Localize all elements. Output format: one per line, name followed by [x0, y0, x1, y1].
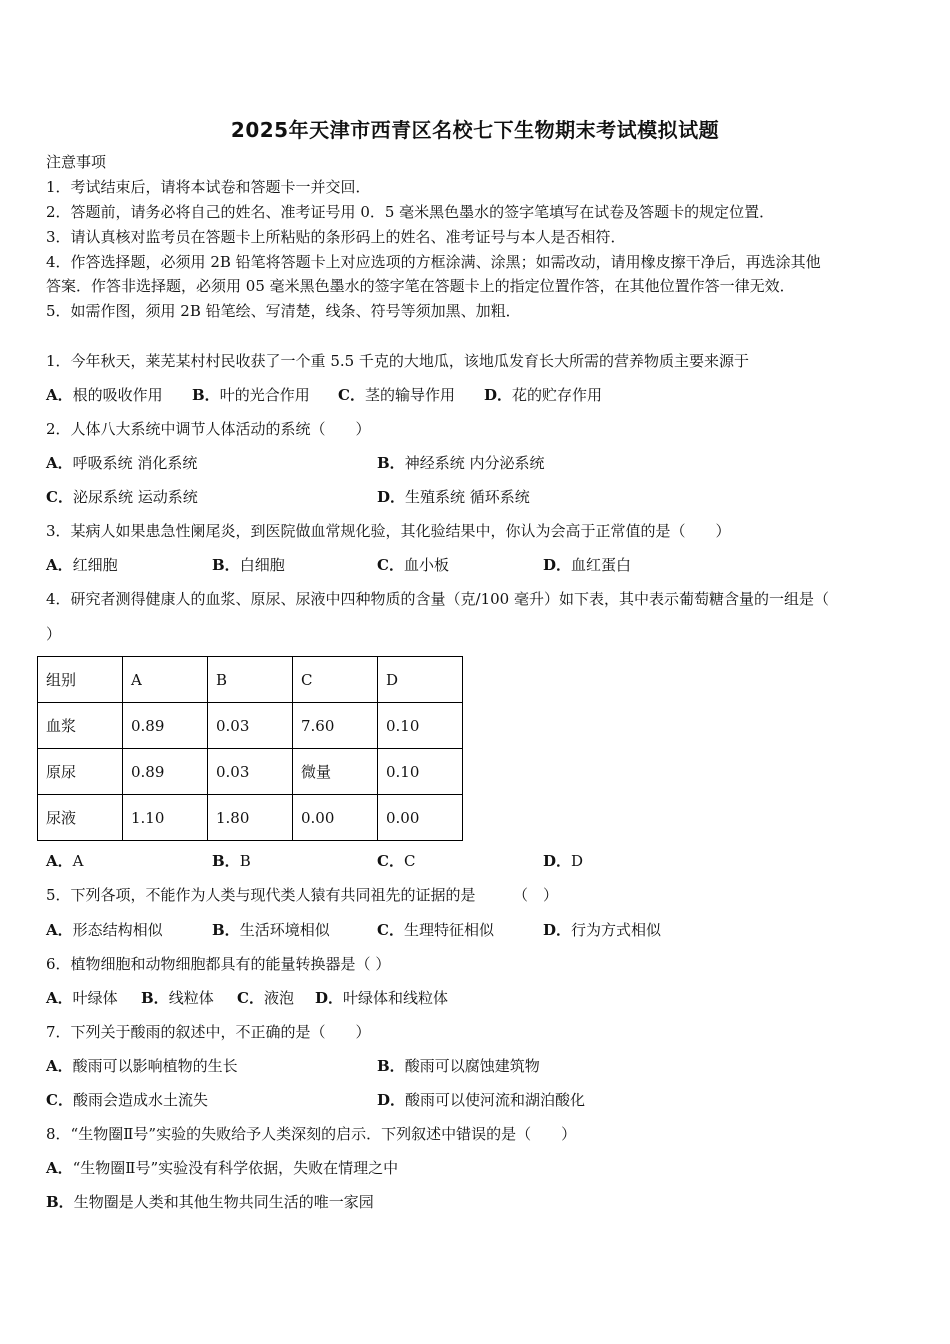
notice-item: 5．如需作图，须用 2B 铅笔绘、写清楚，线条、符号等须加黑、加粗． — [46, 302, 521, 320]
table-cell: 0.10 — [378, 749, 463, 795]
table-cell: 1.80 — [208, 795, 293, 841]
notice-heading: 注意事项 — [46, 153, 107, 171]
option-b: B．线粒体 — [141, 989, 214, 1007]
question-stem: 7．下列关于酸雨的叙述中，不正确的是（ ） — [46, 1023, 371, 1041]
option-a: A．A — [46, 852, 84, 870]
option-c: C．泌尿系统 运动系统 — [46, 488, 198, 506]
table-cell: 尿液 — [38, 795, 123, 841]
notice-item: 答案．作答非选择题，必须用 05 毫米黑色墨水的签字笔在答题卡上的指定位置作答，在其他位置作答一律无效． — [46, 277, 795, 295]
option-d: D．酸雨可以使河流和湖泊酸化 — [377, 1091, 586, 1109]
table-header-row — [38, 657, 463, 703]
table-cell: 组别 — [38, 657, 123, 703]
option-a: A．呼吸系统 消化系统 — [46, 454, 198, 472]
question-stem: 1．今年秋天，莱芜某村村民收获了一个重 5.5 千克的大地瓜，该地瓜发育长大所需的营养物质主要来源于 — [46, 352, 749, 370]
option-a: A．红细胞 — [46, 556, 118, 574]
option-c: C．液泡 — [237, 989, 294, 1007]
option-d: D．D — [543, 852, 584, 870]
table-cell: 7.60 — [293, 703, 378, 749]
table-cell: 0.03 — [208, 749, 293, 795]
table-row — [38, 749, 463, 795]
option-b: B．神经系统 内分泌系统 — [377, 454, 545, 472]
option-c: C．茎的输导作用 — [338, 386, 455, 404]
option-b: B．白细胞 — [212, 556, 285, 574]
option-d: D．叶绿体和线粒体 — [315, 989, 449, 1007]
table-cell: B — [208, 657, 293, 703]
option-a: A．形态结构相似 — [46, 921, 163, 939]
option-b: B．酸雨可以腐蚀建筑物 — [377, 1057, 540, 1075]
table-cell: D — [378, 657, 463, 703]
option-b: B．生活环境相似 — [212, 921, 330, 939]
table-cell: 血浆 — [38, 703, 123, 749]
table-cell: C — [293, 657, 378, 703]
question-stem: 5．下列各项，不能作为人类与现代类人猿有共同祖先的证据的是 （ ） — [46, 886, 559, 904]
question-stem: 8．“生物圈Ⅱ号”实验的失败给予人类深刻的启示．下列叙述中错误的是（ ） — [46, 1125, 577, 1143]
question-stem: 4．研究者测得健康人的血浆、原尿、尿液中四种物质的含量（克/100 毫升）如下表，其中表示葡萄糖含量的一组是（ — [46, 590, 830, 608]
option-c: C．酸雨会造成水土流失 — [46, 1091, 208, 1109]
table-cell: 0.03 — [208, 703, 293, 749]
table-cell: 1.10 — [123, 795, 208, 841]
question-stem: 3．某病人如果患急性阑尾炎，到医院做血常规化验，其化验结果中，你认为会高于正常值的是（ ） — [46, 522, 731, 540]
table-cell: A — [123, 657, 208, 703]
option-a: A．酸雨可以影响植物的生长 — [46, 1057, 238, 1075]
question-stem: 6．植物细胞和动物细胞都具有的能量转换器是（ ） — [46, 955, 391, 973]
option-d: D．血红蛋白 — [543, 556, 632, 574]
notice-item: 3．请认真核对监考员在答题卡上所粘贴的条形码上的姓名、准考证号与本人是否相符． — [46, 228, 626, 246]
table-row — [38, 703, 463, 749]
table-cell: 微量 — [293, 749, 378, 795]
option-b: B．生物圈是人类和其他生物共同生活的唯一家园 — [46, 1193, 374, 1211]
table-cell: 原尿 — [38, 749, 123, 795]
option-b: B．B — [212, 852, 251, 870]
option-c: C．生理特征相似 — [377, 921, 494, 939]
data-table — [37, 656, 463, 841]
option-d: D．花的贮存作用 — [484, 386, 603, 404]
question-stem: 2．人体八大系统中调节人体活动的系统（ ） — [46, 420, 371, 438]
question-stem-continued: ） — [46, 625, 62, 643]
notice-item: 1．考试结束后，请将本试卷和答题卡一并交回． — [46, 178, 371, 196]
option-d: D．行为方式相似 — [543, 921, 662, 939]
table-cell: 0.10 — [378, 703, 463, 749]
option-a: A．叶绿体 — [46, 989, 118, 1007]
page-title: 2025年天津市西青区名校七下生物期末考试模拟试题 — [230, 118, 720, 142]
notice-item: 4．作答选择题，必须用 2B 铅笔将答题卡上对应选项的方框涂满、涂黑；如需改动，请用橡皮擦干净后，再选涂其他 — [46, 253, 821, 271]
table-cell: 0.89 — [123, 703, 208, 749]
option-b: B．叶的光合作用 — [192, 386, 310, 404]
table-cell: 0.00 — [378, 795, 463, 841]
option-c: C．C — [377, 852, 416, 870]
table-row — [38, 795, 463, 841]
option-a: A．根的吸收作用 — [46, 386, 163, 404]
option-c: C．血小板 — [377, 556, 449, 574]
notice-item: 2．答题前，请务必将自己的姓名、准考证号用 0．5 毫米黑色墨水的签字笔填写在试卷及答题卡的规定位置． — [46, 203, 775, 221]
table-cell: 0.89 — [123, 749, 208, 795]
option-d: D．生殖系统 循环系统 — [377, 488, 530, 506]
option-a: A．“生物圈Ⅱ号”实验没有科学依据，失败在情理之中 — [46, 1159, 399, 1177]
table-cell: 0.00 — [293, 795, 378, 841]
